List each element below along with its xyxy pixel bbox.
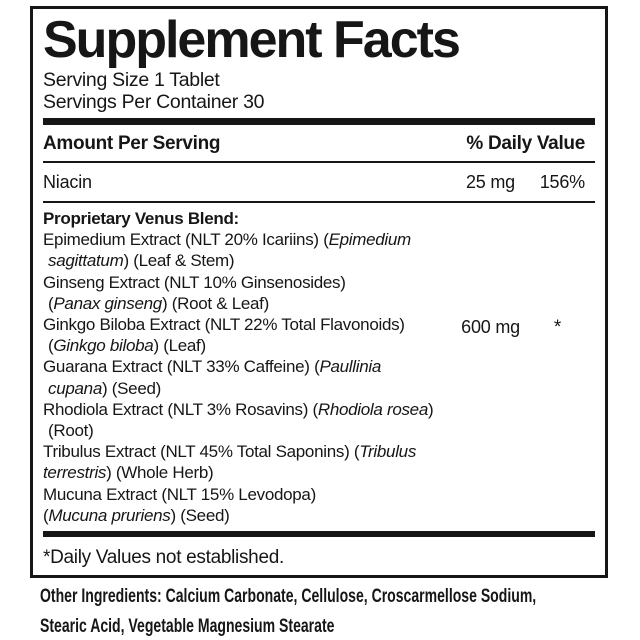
amount-per-serving-header: Amount Per Serving	[43, 133, 221, 154]
servings-per-container-line: Servings Per Container 30	[43, 91, 265, 113]
blend-line: Tribulus Extract (NLT 45% Total Saponins) (Tribulus	[43, 442, 417, 462]
column-header-row	[43, 125, 595, 161]
blend-line: terrestris) (Whole Herb)	[43, 463, 214, 483]
divider-thick-top	[43, 118, 595, 125]
serving-size-line: Serving Size 1 Tablet	[43, 69, 220, 91]
blend-line: (Panax ginseng) (Root & Leaf)	[48, 293, 269, 313]
blend-line: Rhodiola Extract (NLT 3% Rosavins) (Rhodiola rosea)	[43, 399, 434, 419]
blend-line: Epimedium Extract (NLT 20% Icariins) (Epimedium	[43, 230, 411, 250]
nutrient-amount: 25 mg	[465, 172, 515, 192]
other-ingredients-line-2: Stearic Acid, Vegetable Magnesium Stearate	[40, 615, 335, 637]
blend-line: Ginkgo Biloba Extract (NLT 22% Total Flavonoids)	[43, 315, 405, 335]
blend-lines	[43, 208, 595, 526]
panel-title: Supplement Facts	[43, 11, 459, 69]
blend-line: (Mucuna pruriens) (Seed)	[43, 505, 230, 525]
nutrient-daily-value: 156%	[539, 172, 585, 192]
proprietary-blend-section	[43, 203, 595, 531]
blend-line: (Root)	[48, 421, 94, 441]
blend-line: Proprietary Venus Blend:	[43, 209, 239, 228]
blend-line: Mucuna Extract (NLT 15% Levodopa)	[43, 484, 316, 504]
nutrient-name: Niacin	[43, 172, 92, 192]
daily-value-footnote: *Daily Values not established.	[43, 547, 284, 569]
blend-line: (Ginkgo biloba) (Leaf)	[48, 336, 206, 356]
blend-amount: 600 mg	[461, 317, 520, 337]
blend-line: Ginseng Extract (NLT 10% Ginsenosides)	[43, 272, 346, 292]
blend-line: sagittatum) (Leaf & Stem)	[48, 251, 235, 271]
other-ingredients-line-1: Other Ingredients: Calcium Carbonate, Cellulose, Croscarmellose Sodium,	[40, 585, 537, 607]
other-ingredients	[40, 581, 536, 640]
blend-daily-value-asterisk: *	[553, 317, 561, 338]
blend-line: Guarana Extract (NLT 33% Caffeine) (Paullinia	[43, 357, 382, 377]
supplement-facts-panel	[30, 6, 608, 578]
daily-value-header: % Daily Value	[466, 133, 585, 154]
nutrient-row-niacin	[43, 163, 595, 201]
blend-line: cupana) (Seed)	[48, 378, 161, 398]
